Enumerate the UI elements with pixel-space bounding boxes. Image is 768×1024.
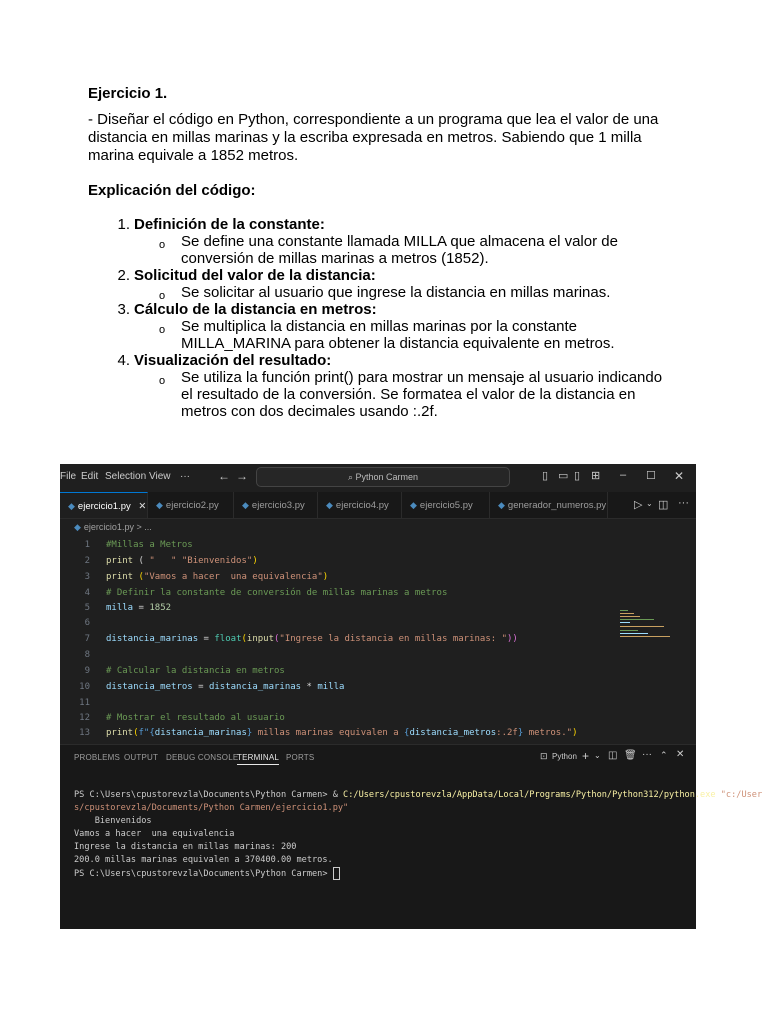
- search-text: Python Carmen: [355, 472, 419, 482]
- terminal-line: PS C:\Users\cpustorevzla\Documents\Python Carmen>: [74, 869, 340, 879]
- panel-tab-problems[interactable]: PROBLEMS: [74, 753, 121, 762]
- line-number: 8: [84, 650, 90, 660]
- terminal-line: Vamos a hacer una equivalencia: [74, 829, 235, 839]
- code-line: print ("Vamos a hacer una equivalencia"): [106, 572, 329, 582]
- tab-label: ejercicio5.py: [419, 500, 473, 511]
- code-line: distancia_metros = distancia_marinas * milla: [106, 682, 345, 692]
- bullet-icon: o: [159, 290, 166, 302]
- list-number: 3.: [117, 301, 130, 318]
- list-item-detail: conversión de millas marinas a metros (1852).: [181, 250, 489, 267]
- tab-ejercicio1[interactable]: [60, 492, 148, 518]
- menu-selection[interactable]: Selection: [105, 471, 147, 482]
- command-center-search[interactable]: [256, 467, 510, 487]
- line-number: 12: [79, 713, 90, 723]
- terminal-dropdown-icon[interactable]: ⌄: [594, 751, 601, 760]
- python-file-icon: ◆: [326, 500, 333, 510]
- layout-sidebar-icon[interactable]: ▯: [542, 470, 549, 482]
- terminal-line: Ingrese la distancia en millas marinas: 200: [74, 842, 297, 852]
- line-number: 2: [84, 556, 90, 566]
- terminal-icon[interactable]: ⊡: [540, 751, 548, 761]
- list-item-detail: Se define una constante llamada MILLA que almacena el valor de: [181, 233, 618, 250]
- line-number: 9: [84, 666, 90, 676]
- line-number: 5: [84, 603, 90, 613]
- list-item-detail: metros con dos decimales usando :.2f.: [181, 403, 438, 420]
- trash-icon[interactable]: 🗑: [624, 750, 637, 761]
- layout-custom-icon[interactable]: ⊞: [591, 470, 601, 482]
- line-number: 1: [84, 540, 90, 550]
- code-line: print ( " " "Bienvenidos"): [106, 556, 258, 566]
- menu-edit[interactable]: Edit: [81, 471, 99, 482]
- python-file-icon: ◆: [68, 501, 75, 511]
- terminal-cursor: [333, 867, 340, 880]
- list-number: 2.: [117, 267, 130, 284]
- new-terminal-icon[interactable]: +: [582, 749, 590, 763]
- explanation-heading: Explicación del código:: [88, 182, 256, 199]
- list-number: 1.: [117, 216, 130, 233]
- run-dropdown-icon[interactable]: ⌄: [646, 499, 653, 508]
- list-item-detail: Se solicitar al usuario que ingrese la distancia en millas marinas.: [181, 284, 611, 301]
- terminal-output[interactable]: [74, 789, 763, 881]
- terminal-line: PS C:\Users\cpustorevzla\Documents\Python Carmen> & C:/Users/cpustorevzla/AppData/Local/Programs/Python/Python312/python.exe "c:/User: [74, 790, 763, 800]
- minimize-icon[interactable]: –: [620, 469, 627, 481]
- close-window-icon[interactable]: ✕: [674, 469, 685, 483]
- list-item-detail: Se multiplica la distancia en millas marinas por la constante: [181, 318, 578, 335]
- bullet-icon: o: [159, 375, 166, 387]
- terminal-line: 200.0 millas marinas equivalen a 370400.00 metros.: [74, 855, 333, 865]
- panel-tab-ports[interactable]: PORTS: [286, 753, 315, 762]
- run-icon[interactable]: ▷: [634, 499, 643, 511]
- bullet-icon: o: [159, 324, 166, 336]
- code-line: distancia_marinas = float(input("Ingrese la distancia en millas marinas: ")): [106, 634, 518, 644]
- maximize-panel-icon[interactable]: ⌃: [660, 750, 668, 760]
- maximize-icon[interactable]: ☐: [646, 470, 656, 482]
- more-icon[interactable]: ···: [642, 749, 652, 760]
- more-actions-icon[interactable]: ···: [678, 497, 689, 509]
- layout-panel-icon[interactable]: ▭: [558, 470, 569, 482]
- line-number: 6: [84, 618, 90, 628]
- close-tab-icon[interactable]: ✕: [138, 501, 147, 512]
- intro-line-3: marina equivale a 1852 metros.: [88, 147, 299, 164]
- menu-view[interactable]: View: [149, 471, 171, 482]
- line-number: 7: [84, 634, 90, 644]
- tab-label: ejercicio3.py: [251, 500, 305, 511]
- menu-more[interactable]: ···: [180, 471, 190, 482]
- intro-line-2: distancia en millas marinas y la escriba expresada en metros. Sabiendo que 1 milla: [88, 129, 642, 146]
- list-item-title: Visualización del resultado:: [134, 352, 332, 369]
- tab-generador-numeros[interactable]: [490, 492, 608, 518]
- exercise-title: Ejercicio 1.: [88, 85, 168, 102]
- line-number: 4: [84, 588, 90, 598]
- tab-ejercicio4[interactable]: [318, 492, 402, 518]
- tab-label: ejercicio1.py: [77, 501, 131, 512]
- list-item-title: Solicitud del valor de la distancia:: [134, 267, 376, 284]
- code-line: print(f"{distancia_marinas} millas marinas equivalen a {distancia_metros:.2f} metros."): [106, 728, 578, 738]
- python-file-icon: ◆: [410, 500, 417, 510]
- list-number: 4.: [117, 352, 130, 369]
- list-item-title: Cálculo de la distancia en metros:: [134, 301, 377, 318]
- code-line: #Millas a Metros: [106, 540, 193, 550]
- terminal-python-label[interactable]: Python: [552, 752, 577, 761]
- code-line: # Calcular la distancia en metros: [106, 666, 285, 676]
- minimap[interactable]: [620, 608, 680, 638]
- tab-ejercicio5[interactable]: [402, 492, 490, 518]
- python-file-icon: ◆: [242, 500, 249, 510]
- python-file-icon: ◆: [498, 500, 505, 510]
- line-number: 11: [79, 698, 90, 708]
- panel-tab-debug-console[interactable]: DEBUG CONSOLE: [166, 753, 239, 762]
- tab-ejercicio2[interactable]: [148, 492, 234, 518]
- code-line: milla = 1852: [106, 603, 172, 613]
- split-editor-icon[interactable]: ◫: [658, 499, 669, 511]
- layout-secondary-icon[interactable]: ▯: [574, 470, 581, 482]
- tab-ejercicio3[interactable]: [234, 492, 318, 518]
- menu-bar: [60, 464, 696, 490]
- list-item-detail: MILLA_MARINA para obtener la distancia equivalente en metros.: [181, 335, 615, 352]
- intro-line-1: - Diseñar el código en Python, correspondiente a un programa que lea el valor de una: [88, 111, 659, 128]
- breadcrumb-label: ejercicio1.py > ...: [83, 522, 152, 532]
- search-icon: ⌕: [347, 472, 356, 482]
- tab-label: generador_numeros.py: [507, 500, 607, 511]
- back-arrow-icon[interactable]: ←: [218, 469, 230, 483]
- code-editor[interactable]: [60, 536, 696, 742]
- menu-file[interactable]: File: [60, 471, 77, 482]
- line-number: 13: [79, 728, 90, 738]
- panel-tab-terminal[interactable]: TERMINAL: [237, 753, 279, 765]
- list-item-title: Definición de la constante:: [134, 216, 325, 233]
- forward-arrow-icon[interactable]: →: [236, 469, 248, 483]
- close-panel-icon[interactable]: ✕: [676, 749, 685, 760]
- breadcrumb[interactable]: [74, 522, 152, 533]
- split-terminal-icon[interactable]: ◫: [608, 750, 618, 761]
- line-number: 3: [84, 572, 90, 582]
- editor-tabs: [60, 492, 696, 519]
- list-item-detail: el resultado de la conversión. Se formatea el valor de la distancia en: [181, 386, 636, 403]
- terminal-line: Bienvenidos: [74, 816, 152, 826]
- python-file-icon: ◆: [74, 522, 81, 532]
- tab-label: ejercicio2.py: [165, 500, 219, 511]
- terminal-line: s/cpustorevzla/Documents/Python Carmen/ejercicio1.py": [74, 803, 349, 813]
- list-item-detail: Se utiliza la función print() para mostrar un mensaje al usuario indicando: [181, 369, 663, 386]
- vscode-screenshot: [60, 464, 763, 928]
- line-number: 10: [79, 682, 90, 692]
- code-line: # Mostrar el resultado al usuario: [106, 713, 285, 723]
- bottom-panel: [60, 744, 763, 929]
- python-file-icon: ◆: [156, 500, 163, 510]
- panel-tab-output[interactable]: OUTPUT: [124, 753, 159, 762]
- bullet-icon: o: [159, 239, 166, 251]
- code-line: # Definir la constante de conversión de millas marinas a metros: [106, 588, 448, 598]
- tab-label: ejercicio4.py: [335, 500, 389, 511]
